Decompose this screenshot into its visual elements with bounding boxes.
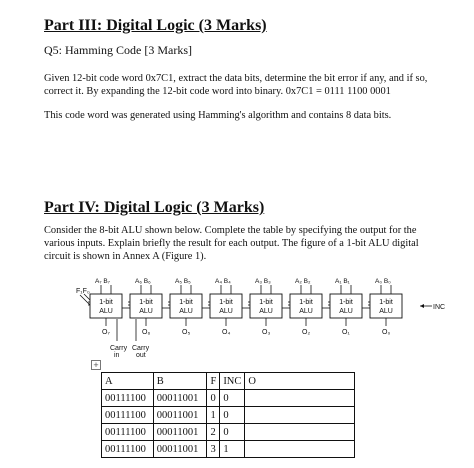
alu-cell-label: ALU bbox=[99, 308, 113, 315]
q5-title: Q5: Hamming Code [3 Marks] bbox=[44, 43, 192, 57]
alu-cell-label: 1-bit bbox=[179, 299, 193, 306]
input-label: A₆ B₆ bbox=[135, 278, 151, 285]
cell-f[interactable]: 1 bbox=[207, 407, 220, 424]
cell-o[interactable] bbox=[245, 424, 355, 441]
input-label: A₁ B₁ bbox=[335, 278, 350, 285]
output-label: O₇ bbox=[102, 329, 110, 336]
carry-out-label-1: Carry bbox=[132, 345, 150, 352]
cell-b[interactable]: 00011001 bbox=[153, 441, 207, 458]
alu-cell-label: ALU bbox=[339, 308, 353, 315]
cell-inc[interactable]: 0 bbox=[220, 424, 245, 441]
input-label: A₇ B₇ bbox=[95, 278, 110, 285]
alu-cell-label: ALU bbox=[179, 308, 193, 315]
output-label: O₅ bbox=[182, 329, 191, 336]
input-label: A₂ B₂ bbox=[295, 278, 311, 285]
alu-cell-label: ALU bbox=[139, 308, 153, 315]
f-label: F₁F₀ bbox=[76, 288, 90, 295]
cell-f[interactable]: 0 bbox=[207, 390, 220, 407]
alu-diagram bbox=[60, 275, 450, 361]
alu-cell-label: 1-bit bbox=[139, 299, 153, 306]
alu-cell-label: ALU bbox=[259, 308, 273, 315]
alu-cell-0 bbox=[368, 278, 402, 336]
cell-b[interactable]: 00011001 bbox=[153, 424, 207, 441]
cell-inc[interactable]: 0 bbox=[220, 407, 245, 424]
output-label: O₁ bbox=[342, 329, 350, 336]
alu-cell-3 bbox=[248, 278, 290, 336]
alu-cell-label: ALU bbox=[219, 308, 233, 315]
output-label: O₀ bbox=[382, 329, 391, 336]
output-label: O₄ bbox=[222, 329, 231, 336]
alu-cell-7 bbox=[88, 278, 130, 336]
alu-table bbox=[101, 372, 355, 458]
table-header-row bbox=[102, 373, 355, 390]
cell-o[interactable] bbox=[245, 441, 355, 458]
inc-label: INC bbox=[433, 304, 446, 311]
input-label: A₀ B₀ bbox=[375, 278, 391, 285]
q5-paragraph-2: This code word was generated using Hamming's algorithm and contains 8 data bits. bbox=[44, 110, 392, 121]
part3-heading: Part III: Digital Logic (3 Marks) bbox=[44, 17, 267, 34]
cell-a[interactable]: 00111100 bbox=[102, 390, 154, 407]
table-row bbox=[102, 441, 355, 458]
output-label: O₆ bbox=[142, 329, 151, 336]
part4-heading: Part IV: Digital Logic (3 Marks) bbox=[44, 199, 265, 216]
input-label: A₃ B₃ bbox=[255, 278, 271, 285]
output-label: O₃ bbox=[262, 329, 271, 336]
header-f: F bbox=[207, 373, 220, 390]
carry-in-label-1: Carry bbox=[110, 345, 128, 352]
header-o: O bbox=[245, 373, 355, 390]
q5-paragraph-1: Given 12-bit code word 0x7C1, extract the data bits, determine the bit error if any, and if so, correct it. By expanding the 12-bit code word into binary. 0x7C1 = 0111 1100 0001 bbox=[44, 73, 428, 97]
cell-f[interactable]: 3 bbox=[207, 441, 220, 458]
cell-o[interactable] bbox=[245, 407, 355, 424]
part4-paragraph: Consider the 8-bit ALU shown below. Complete the table by specifying the output for the various inputs. Explain briefly the result for each output. The figure of a 1-bit ALU digital circuit is shown in Annex A (Figure 1). bbox=[44, 225, 419, 262]
cell-inc[interactable]: 0 bbox=[220, 390, 245, 407]
cell-b[interactable]: 00011001 bbox=[153, 407, 207, 424]
cell-inc[interactable]: 1 bbox=[220, 441, 245, 458]
table-move-handle[interactable]: + bbox=[91, 360, 101, 370]
cell-o[interactable] bbox=[245, 390, 355, 407]
input-label: A₄ B₄ bbox=[215, 278, 231, 285]
alu-cell-4 bbox=[208, 278, 250, 336]
table-row bbox=[102, 390, 355, 407]
cell-a[interactable]: 00111100 bbox=[102, 407, 154, 424]
alu-cell-2 bbox=[288, 278, 330, 336]
table-row bbox=[102, 407, 355, 424]
output-label: O₂ bbox=[302, 329, 311, 336]
alu-cell-label: 1-bit bbox=[339, 299, 353, 306]
alu-cell-label: 1-bit bbox=[299, 299, 313, 306]
header-b: B bbox=[153, 373, 207, 390]
alu-cell-label: 1-bit bbox=[259, 299, 273, 306]
cell-a[interactable]: 00111100 bbox=[102, 441, 154, 458]
alu-cell-6 bbox=[128, 278, 170, 336]
input-label: A₅ B₅ bbox=[175, 278, 191, 285]
carry-in-label-2: in bbox=[114, 352, 120, 359]
carry-out-label-2: out bbox=[136, 352, 146, 359]
cell-a[interactable]: 00111100 bbox=[102, 424, 154, 441]
header-inc: INC bbox=[220, 373, 245, 390]
alu-cell-5 bbox=[168, 278, 210, 336]
alu-cell-1 bbox=[328, 278, 370, 336]
cell-f[interactable]: 2 bbox=[207, 424, 220, 441]
alu-cell-label: ALU bbox=[299, 308, 313, 315]
header-a: A bbox=[102, 373, 154, 390]
cell-b[interactable]: 00011001 bbox=[153, 390, 207, 407]
alu-cell-label: 1-bit bbox=[219, 299, 233, 306]
table-row bbox=[102, 424, 355, 441]
alu-cell-label: 1-bit bbox=[99, 299, 113, 306]
alu-cell-label: 1-bit bbox=[379, 299, 393, 306]
alu-cell-label: ALU bbox=[379, 308, 393, 315]
